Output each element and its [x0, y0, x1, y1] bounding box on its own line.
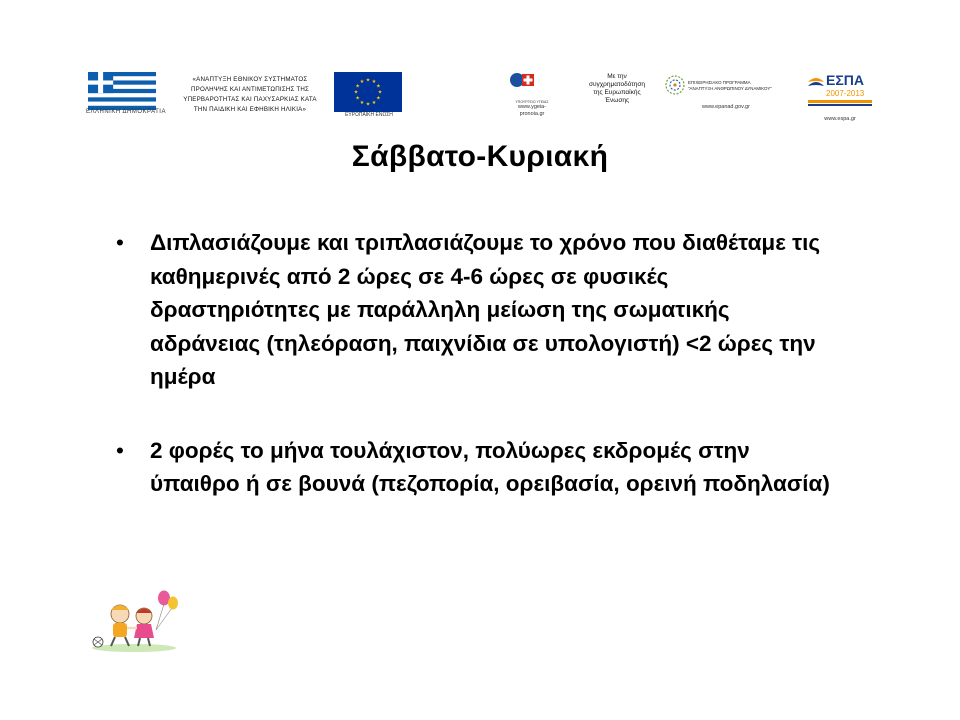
eu-star-icon: ★ — [371, 99, 377, 106]
bullet-marker: • — [116, 437, 124, 463]
eu-star-icon: ★ — [359, 99, 365, 106]
project-line: «ΑΝΑΠΤΥΞΗ ΕΘΝΙΚΟΥ ΣΥΣΤΗΜΑΤΟΣ — [192, 76, 308, 83]
greek-flag-logo — [88, 72, 156, 110]
slide-title: Σάββατο-Κυριακή — [351, 140, 609, 173]
children-illustration — [84, 586, 184, 654]
cofunded-line: συγχρηματοδότηση — [588, 81, 646, 88]
eu-flag-logo — [334, 72, 402, 112]
logo-header — [0, 0, 960, 130]
espa-label: ΕΣΠΑ — [826, 72, 864, 88]
espa-logo — [806, 70, 874, 122]
cofunded-line: Με την — [607, 73, 627, 80]
eu-star-icon: ★ — [371, 79, 377, 86]
bullet-marker: • — [116, 230, 124, 255]
eu-star-icon: ★ — [376, 83, 381, 90]
project-line: ΥΠΕΡΒΑΡΟΤΗΤΑΣ ΚΑΙ ΠΑΧΥΣΑΡΚΙΑΣ ΚΑΤΑ — [183, 96, 317, 103]
cofunded-text — [578, 73, 656, 105]
eu-star-icon: ★ — [359, 79, 365, 86]
ministry-logo — [508, 70, 556, 118]
programme-url: www.epanad.gov.gr — [702, 104, 750, 110]
eu-star-icon: ★ — [365, 101, 371, 108]
eu-star-icon: ★ — [353, 89, 359, 96]
espa-url: www.espa.gr — [824, 116, 856, 122]
espa-emblem — [806, 70, 874, 108]
eu-star-icon: ★ — [376, 95, 381, 102]
programme-emblem-icon — [664, 74, 686, 96]
ministry-name: ΥΠΟΥΡΓΕΙΟ ΥΓΕΙΑΣ — [515, 100, 549, 104]
bullet-text: Διπλασιάζουμε και τριπλασιάζουμε το χρόνο που διαθέταμε τις καθημερινές από 2 ώρες σε 4-6 ώρες σε φυσικές δραστηριότητες με παράλληλη μείωση της σωματικής αδράνειας (τηλεόραση, παιχνίδια σε υπολογιστή) <2 ώρες την ημέρα — [150, 230, 821, 389]
cofunded-line: της Ευρωπαϊκής — [593, 89, 641, 96]
bullet-list — [116, 226, 836, 541]
eu-star-icon: ★ — [365, 77, 371, 84]
espa-years: 2007-2013 — [826, 89, 865, 98]
eu-star-icon: ★ — [377, 89, 383, 96]
project-line: ΤΗΝ ΠΑΙΔΙΚΗ ΚΑΙ ΕΦΗΒΙΚΗ ΗΛΙΚΙΑ» — [193, 106, 307, 113]
project-line: ΠΡΟΛΗΨΗΣ ΚΑΙ ΑΝΤΙΜΕΤΩΠΙΣΗΣ ΤΗΣ — [190, 86, 310, 93]
bullet-item — [116, 434, 836, 501]
eu-flag-caption: ΕΥΡΩΠΑΪΚΗ ΕΝΩΣΗ — [345, 112, 393, 118]
bullet-item — [116, 226, 836, 394]
ministry-emblem-icon — [508, 70, 538, 94]
greek-flag-caption: ΕΛΛΗΝΙΚΗ ΔΗΜΟΚΡΑΤΙΑ — [86, 109, 166, 115]
programme-name-line: "ΑΝΑΠΤΥΞΗ ΑΝΘΡΩΠΙΝΟΥ ΔΥΝΑΜΙΚΟΥ" — [688, 85, 772, 91]
programme-name — [688, 80, 772, 91]
project-title-block — [170, 75, 330, 115]
eu-star-icon: ★ — [355, 95, 360, 102]
programme-name-line: ΕΠΙΧΕΙΡΗΣΙΑΚΟ ΠΡΟΓΡΑΜΜΑ — [688, 80, 751, 85]
bullet-text: 2 φορές το μήνα τουλάχιστον, πολύωρες εκδρομές στην ύπαιθρο ή σε βουνά (πεζοπορία, ορειβασία, ορεινή ποδηλασία) — [150, 437, 830, 496]
ministry-url: www.ygeia-pronoia.gr — [517, 104, 547, 117]
cofunded-line: Ένωσης — [604, 97, 630, 104]
eu-star-icon: ★ — [355, 83, 360, 90]
